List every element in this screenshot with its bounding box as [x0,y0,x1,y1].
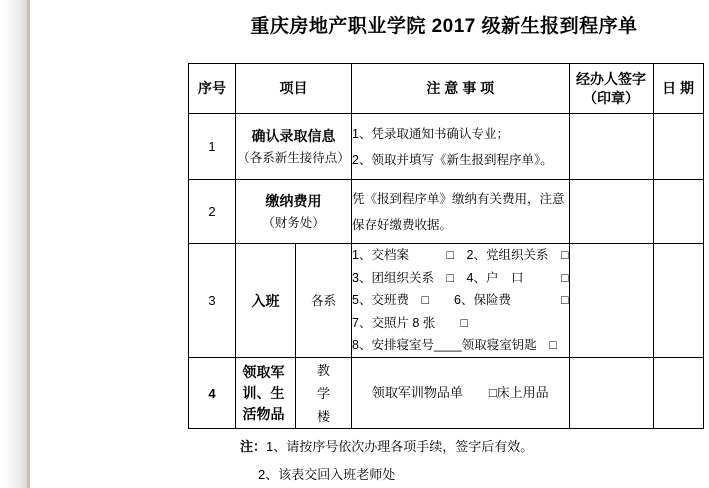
footer-note-label: 注： [240,439,267,454]
item-cell-1 [236,114,352,180]
item-sub-3: 各系 [310,293,336,308]
header-date: 日 期 [653,64,703,114]
item-place-cell-4 [296,358,352,429]
page-title: 重庆房地产职业学院 2017 级新生报到程序单 [250,16,638,37]
notes-line: 1、凭录取通知书确认专业； [352,126,509,141]
seq-cell-2: 2 [189,180,236,244]
table-row-4 [189,358,704,429]
notes-line: 2、领取并填写《新生报到程序单》。 [352,152,553,167]
table-row-3 [189,244,704,358]
item-sub-4: 教学楼 [316,362,330,424]
footer-note-1-text: 1、请按序号依次办理各项手续，签字后有效。 [266,439,534,454]
table-row-2 [189,180,704,244]
notes-cell-1 [352,114,570,180]
date-cell-4 [653,358,703,429]
item-cell-2 [236,180,352,244]
checklist-line-3: 5、交班费 □ 6、保险费 □ [352,293,569,308]
table-row-1 [189,114,704,180]
notes-line: 凭《报到程序单》缴纳有关费用，注意保存好缴费收据。 [352,191,565,232]
header-row [189,64,704,114]
page-edge-line [27,0,30,488]
item-cell-4 [236,358,296,429]
checklist-line-2: 3、团组织关系 □ 4、户 口 □ [352,270,569,285]
date-cell-3 [653,244,703,358]
item-sub-1: （各系新生接待点） [237,150,350,165]
checklist-line-5: 8、安排寝室号____领取寝室钥匙 □ [352,338,557,353]
procedure-table [188,63,704,429]
signer-cell-3 [569,244,653,358]
item-cell-3 [236,244,296,358]
signer-cell-1 [569,114,653,180]
footer-note-1 [240,436,533,455]
item-title-1: 确认录取信息 [251,127,336,144]
seq-cell-3: 3 [189,244,236,358]
item-title-3: 入班 [251,292,280,309]
date-cell-1 [653,114,703,180]
seq-cell-1: 1 [189,114,236,180]
notes-cell-4 [352,358,570,429]
item-sub-2: （财务处） [262,215,325,230]
notes-cell-3 [352,244,570,358]
header-seq: 序号 [189,64,236,114]
page-edge-shadow [0,0,27,488]
signer-cell-4 [569,358,653,429]
header-signer-line2: （印章） [583,89,640,106]
item-title-4: 领取军训、生活物品 [242,363,285,422]
signer-cell-2 [569,180,653,244]
notes-cell-2 [352,180,570,244]
checklist-line-4: 7、交照片 8 张 □ [352,315,468,330]
item-title-2: 缴纳费用 [265,192,322,209]
notes-line: 领取军训物品单 □床上用品 [371,385,549,400]
item-dept-cell-3 [296,244,352,358]
footer-note-2: 2、该表交回入班老师处 [258,467,396,482]
header-signer [569,64,653,114]
date-cell-2 [653,180,703,244]
header-item: 项目 [236,64,352,114]
checklist-line-1: 1、交档案 □ 2、党组织关系 □ [352,248,569,263]
header-signer-line1: 经办人签字 [576,70,647,87]
header-notes: 注 意 事 项 [352,64,570,114]
seq-cell-4: 4 [189,358,236,429]
